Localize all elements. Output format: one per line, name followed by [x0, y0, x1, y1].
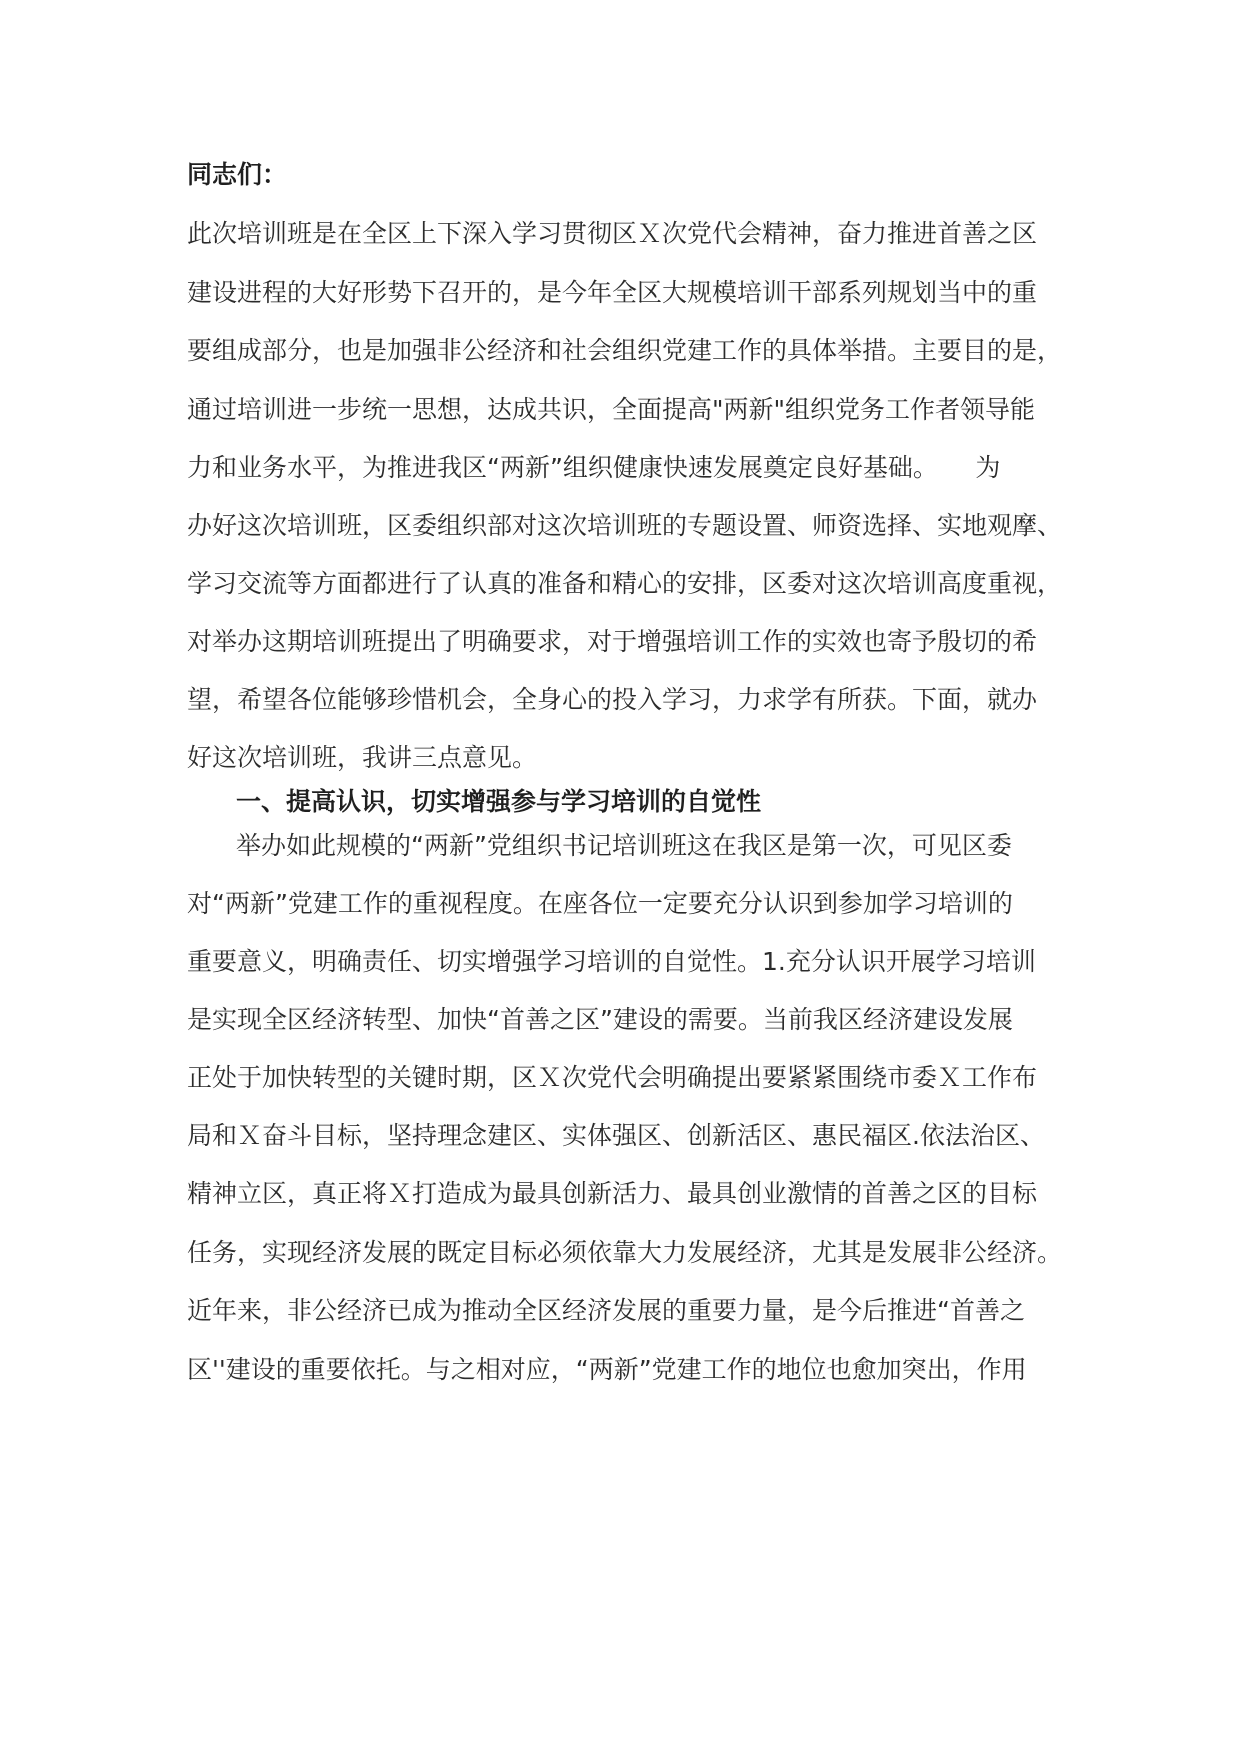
salutation: 同志们：	[187, 160, 288, 189]
section-line: 任务，实现经济发展的既定目标必须依靠大力发展经济，尤其是发展非公经济。	[187, 1238, 1063, 1267]
section-line: 是实现全区经济转型、加快“首善之区”建设的需要。当前我区经济建设发展	[187, 1005, 1013, 1034]
paragraph-line: 对举办这期培训班提出了明确要求，对于增强培训工作的实效也寄予殷切的希	[187, 627, 1038, 656]
section-line: 对“两新”党建工作的重视程度。在座各位一定要充分认识到参加学习培训的	[187, 889, 1013, 918]
paragraph-line: 望，希望各位能够珍惜机会，全身心的投入学习，力求学有所获。下面，就办	[187, 685, 1038, 714]
paragraph-line: 学习交流等方面都进行了认真的准备和精心的安排，区委对这次培训高度重视，	[187, 569, 1063, 598]
paragraph-line: 好这次培训班，我讲三点意见。	[187, 743, 538, 772]
section-line: 近年来，非公经济已成为推动全区经济发展的重要力量，是今后推进“首善之	[187, 1296, 1025, 1325]
section-heading: 一、提高认识，切实增强参与学习培训的自觉性	[236, 787, 762, 816]
section-line: 重要意义，明确责任、切实增强学习培训的自觉性。1.充分认识开展学习培训	[187, 947, 1036, 976]
section-line: 正处于加快转型的关键时期，区Ｘ次党代会明确提出要紧紧围绕市委Ｘ工作布	[187, 1063, 1038, 1092]
section-line: 区''建设的重要依托。与之相对应，“两新”党建工作的地位也愈加突出，作用	[187, 1355, 1027, 1384]
paragraph-line: 办好这次培训班，区委组织部对这次培训班的专题设置、师资选择、实地观摩、	[187, 511, 1063, 540]
paragraph-line: 通过培训进一步统一思想，达成共识，全面提高"两新"组织党务工作者领导能	[187, 395, 1036, 424]
paragraph-line: 此次培训班是在全区上下深入学习贯彻区Ｘ次党代会精神，奋力推进首善之区	[187, 219, 1038, 248]
paragraph-line: 建设进程的大好形势下召开的，是今年全区大规模培训干部系列规划当中的重	[187, 278, 1038, 307]
section-line: 举办如此规模的“两新”党组织书记培训班这在我区是第一次，可见区委	[236, 831, 1012, 860]
section-line: 精神立区，真正将Ｘ打造成为最具创新活力、最具创业激情的首善之区的目标	[187, 1179, 1038, 1208]
section-line: 局和Ｘ奋斗目标，坚持理念建区、实体强区、创新活区、惠民福区.依法治区、	[187, 1121, 1045, 1150]
paragraph-line: 力和业务水平，为推进我区“两新”组织健康快速发展奠定良好基础。 为	[187, 453, 1001, 482]
paragraph-line: 要组成部分，也是加强非公经济和社会组织党建工作的具体举措。主要目的是，	[187, 336, 1063, 365]
